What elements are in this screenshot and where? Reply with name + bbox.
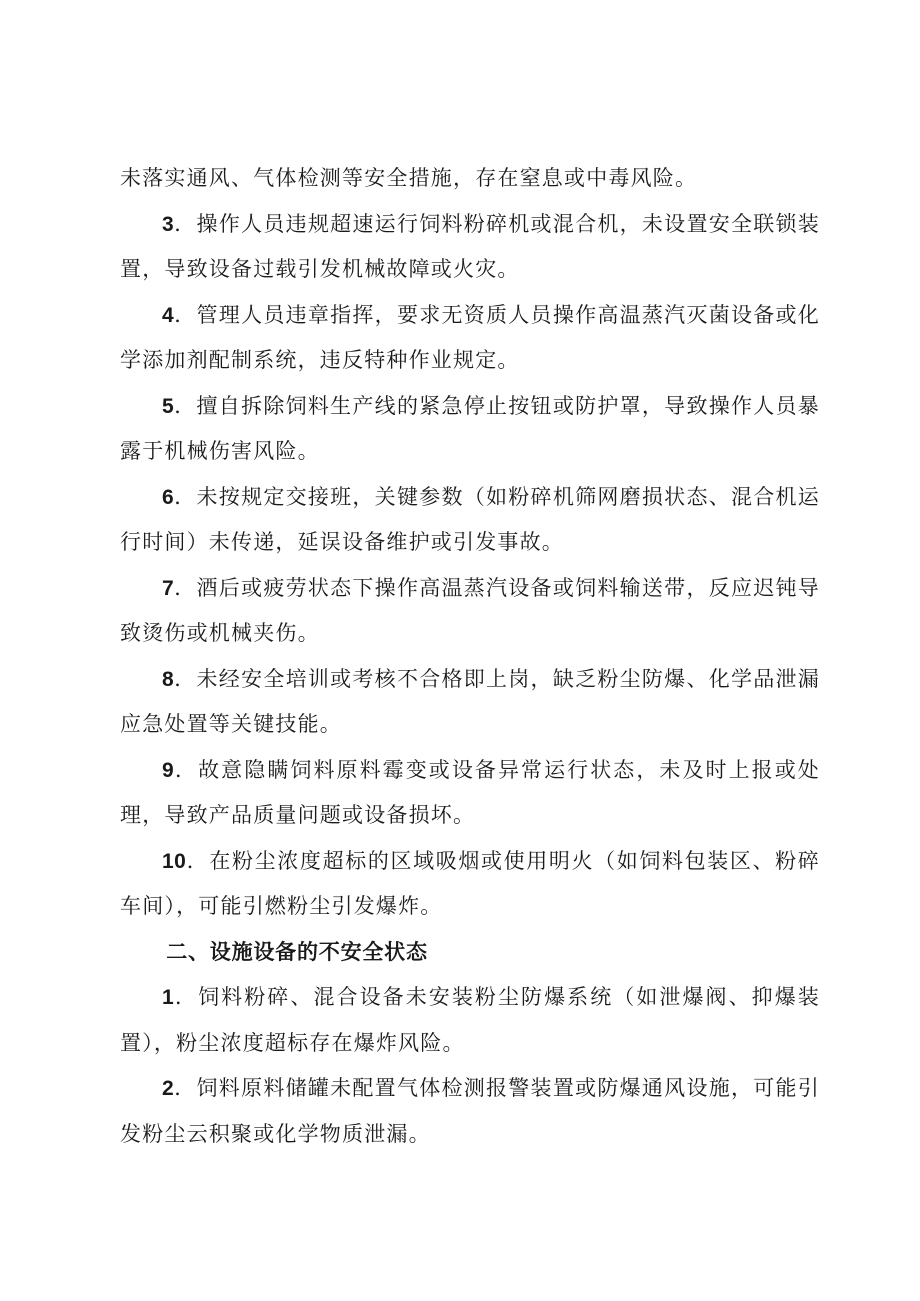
item-text: ．擅自拆除饲料生产线的紧急停止按钮或防护罩，导致操作人员暴露于机械伤害风险。 <box>120 393 820 463</box>
item-number: 4 <box>162 303 175 327</box>
list-item <box>120 975 820 1066</box>
item-number: 2 <box>162 1077 175 1100</box>
list-item <box>120 839 820 930</box>
item-text: ．酒后或疲劳状态下操作高温蒸汽设备或饲料输送带，反应迟钝导致烫伤或机械夹伤。 <box>120 575 820 645</box>
item-text: ．故意隐瞒饲料原料霉变或设备异常运行状态，未及时上报或处理，导致产品质量问题或设备损坏。 <box>120 757 820 827</box>
item-number: 1 <box>162 986 175 1009</box>
item-text: ．未经安全培训或考核不合格即上岗，缺乏粉尘防爆、化学品泄漏应急处置等关键技能。 <box>120 666 820 736</box>
item-text: ．饲料粉碎、混合设备未安装粉尘防爆系统（如泄爆阀、抑爆装置），粉尘浓度超标存在爆炸风险。 <box>120 985 820 1055</box>
item-text: ．在粉尘浓度超标的区域吸烟或使用明火（如饲料包装区、粉碎车间），可能引燃粉尘引发爆炸。 <box>120 848 820 918</box>
list-item <box>120 566 820 657</box>
item-text: ．操作人员违规超速运行饲料粉碎机或混合机，未设置安全联锁装置，导致设备过载引发机械故障或火灾。 <box>120 211 820 281</box>
list-item <box>120 202 820 293</box>
list-item <box>120 384 820 475</box>
paragraph-continuation: 未落实通风、气体检测等安全措施，存在窒息或中毒风险。 <box>120 166 698 190</box>
item-text: ．未按规定交接班，关键参数（如粉碎机筛网磨损状态、混合机运行时间）未传递，延误设备维护或引发事故。 <box>120 484 820 554</box>
item-text: ．管理人员违章指挥，要求无资质人员操作高温蒸汽灭菌设备或化学添加剂配制系统，违反特种作业规定。 <box>120 302 820 372</box>
list-item <box>120 293 820 384</box>
item-number: 5 <box>162 394 175 418</box>
list-item <box>120 657 820 748</box>
item-number: 9 <box>162 758 175 782</box>
item-text: ．饲料原料储罐未配置气体检测报警装置或防爆通风设施，可能引发粉尘云积聚或化学物质泄漏。 <box>120 1076 820 1146</box>
item-number: 6 <box>162 485 175 509</box>
item-number: 7 <box>162 576 175 600</box>
item-number: 3 <box>162 212 175 236</box>
document-body <box>120 156 820 1157</box>
item-number: 8 <box>162 667 175 691</box>
list-item <box>120 475 820 566</box>
section-heading: 二、设施设备的不安全状态 <box>166 939 428 964</box>
list-item <box>120 1066 820 1157</box>
item-number: 10 <box>162 849 187 873</box>
list-item <box>120 748 820 839</box>
